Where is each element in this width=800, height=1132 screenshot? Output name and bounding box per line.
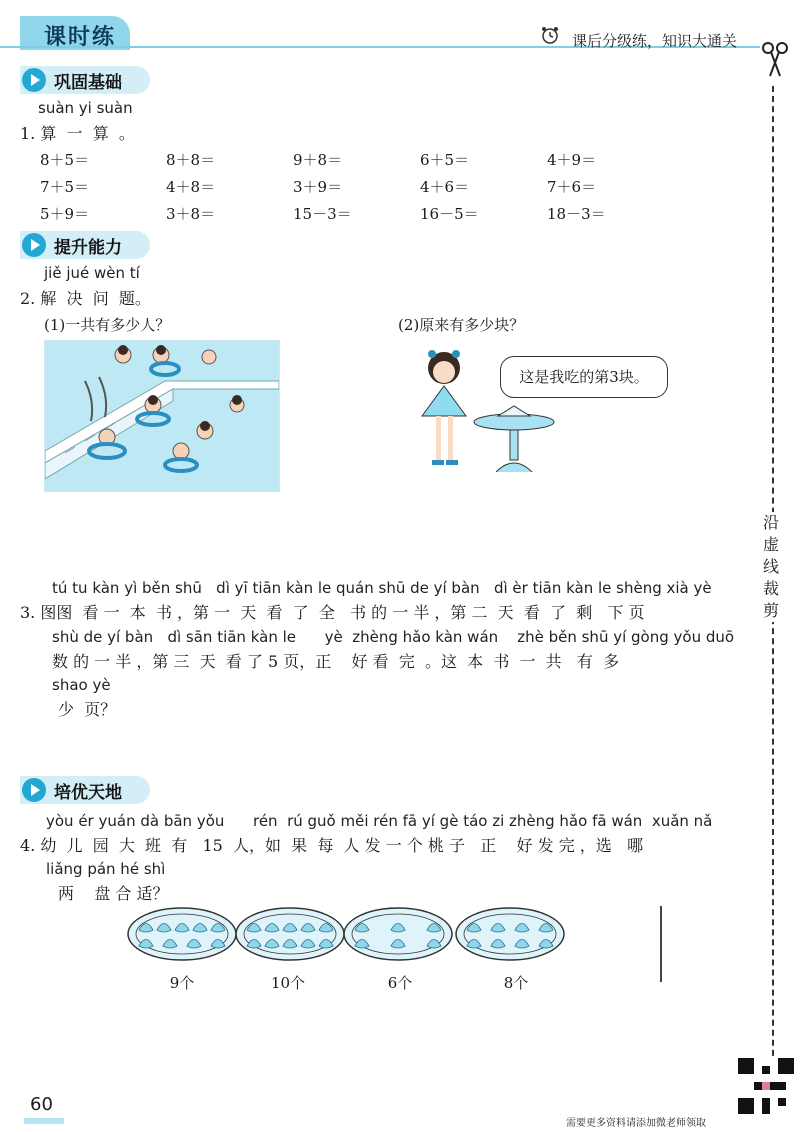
play-icon bbox=[22, 68, 46, 92]
q3-line-3: 少 页？ bbox=[58, 700, 117, 719]
equation: 8＋8＝ bbox=[166, 151, 216, 169]
plate bbox=[236, 908, 344, 960]
equation: 4＋8＝ bbox=[166, 178, 216, 196]
peach-plates bbox=[126, 904, 646, 966]
alarm-clock-icon bbox=[540, 25, 560, 45]
qr-code bbox=[738, 1058, 794, 1114]
footer-note: 需要更多资料请添加微老师领取 bbox=[566, 1118, 706, 1129]
equation: 3＋9＝ bbox=[293, 178, 343, 196]
equation: 18－3＝ bbox=[547, 205, 606, 223]
q2-title: 2. 解 决 问 题。 bbox=[20, 289, 151, 308]
equation: 16－5＝ bbox=[420, 205, 479, 223]
equation: 4＋9＝ bbox=[547, 151, 597, 169]
answer-divider bbox=[660, 906, 662, 982]
equation: 15－3＝ bbox=[293, 205, 352, 223]
plate-count-label: 6个 bbox=[387, 974, 413, 992]
equation: 5＋9＝ bbox=[40, 205, 90, 223]
equation: 3＋8＝ bbox=[166, 205, 216, 223]
q2-sub1: (1)一共有多少人？ bbox=[44, 316, 171, 334]
q3-pinyin-3: shao yè bbox=[52, 676, 111, 694]
cut-instruction: 沿虚线裁剪 bbox=[758, 512, 784, 622]
q3-pinyin-1: tú tu kàn yì běn shū dì yī tiān kàn le quán shū de yí bàn dì èr tiān kàn le shèng xià yè bbox=[52, 579, 712, 597]
q3-line-1: 3. 图图 看 一 本 书 ，第 一 天 看 了 全 书 的 一 半 ，第 二 天 看 了 剩 下 页 bbox=[20, 603, 645, 622]
q3-line-2: 数 的 一 半 ，第 三 天 看 了 5 页，正 好 看 完 。这 本 书 一 共 有 多 bbox=[52, 652, 620, 671]
q3-pinyin-2: shù de yí bàn dì sān tiān kàn le yè zhèng hǎo kàn wán zhè běn shū yí gòng yǒu duō bbox=[52, 628, 735, 646]
equation: 6＋5＝ bbox=[420, 151, 470, 169]
equation: 9＋8＝ bbox=[293, 151, 343, 169]
q2-pinyin: jiě jué wèn tí bbox=[44, 264, 140, 282]
plate bbox=[344, 908, 452, 960]
page-title: 课时练 bbox=[44, 25, 117, 50]
equation: 8＋5＝ bbox=[40, 151, 90, 169]
plate bbox=[456, 908, 564, 960]
q4-pinyin-2: liǎng pán hé shì bbox=[46, 860, 166, 878]
section-label: 培优天地 bbox=[54, 782, 122, 803]
equation: 7＋6＝ bbox=[547, 178, 597, 196]
plate-count-label: 8个 bbox=[503, 974, 529, 992]
equation: 7＋5＝ bbox=[40, 178, 90, 196]
q4-line-1: 4. 幼 儿 园 大 班 有 15 人，如 果 每 人 发 一 个 桃 子 正 好 发 完 ，选 哪 bbox=[20, 836, 644, 855]
plate-count-label: 10个 bbox=[270, 974, 306, 992]
footer-accent bbox=[24, 1118, 64, 1124]
play-icon bbox=[22, 233, 46, 257]
plate-count-label: 9个 bbox=[169, 974, 195, 992]
q1-pinyin: suàn yi suàn bbox=[38, 99, 133, 117]
section-header-ability bbox=[20, 231, 160, 259]
q4-pinyin-1: yòu ér yuán dà bān yǒu rén rú guǒ měi rén fā yí gè táo zi zhèng hǎo fā wán xuǎn nǎ bbox=[46, 812, 713, 830]
q2-sub2: (2)原来有多少块？ bbox=[398, 316, 525, 334]
section-label: 提升能力 bbox=[54, 237, 122, 258]
play-icon bbox=[22, 778, 46, 802]
pool-illustration bbox=[44, 340, 280, 492]
section-header-advanced bbox=[20, 776, 160, 804]
header-slogan: 课后分级练，知识大通关 bbox=[572, 32, 738, 50]
plate bbox=[128, 908, 236, 960]
page-number: 60 bbox=[30, 1094, 53, 1115]
section-header-basics bbox=[20, 66, 160, 94]
q4-line-2: 两 盘 合 适？ bbox=[58, 884, 169, 903]
speech-bubble: 这是我吃的第3块。 bbox=[500, 356, 668, 398]
q1-title: 1. 算 一 算 。 bbox=[20, 124, 135, 143]
section-label: 巩固基础 bbox=[54, 72, 122, 93]
equation: 4＋6＝ bbox=[420, 178, 470, 196]
scissors-icon bbox=[760, 40, 790, 78]
